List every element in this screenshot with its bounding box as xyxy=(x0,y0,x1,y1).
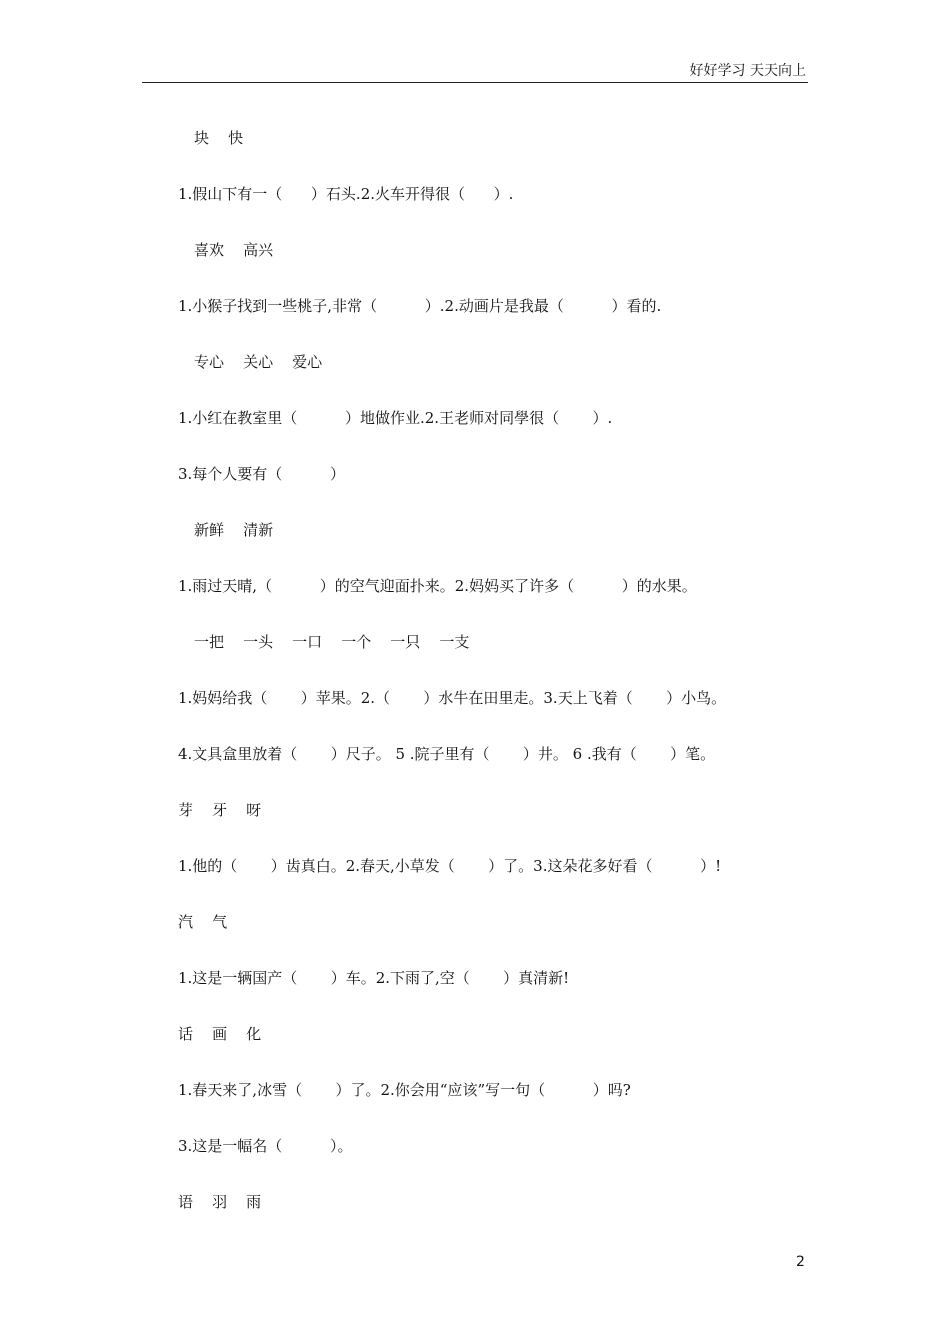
word-options: 块 快 xyxy=(194,129,244,147)
exercise-line: 1.春天来了,冰雪（ ）了。2.你会用“应该”写一句（ ）吗? xyxy=(178,1081,631,1099)
page-header xyxy=(142,56,808,83)
word-options: 一把 一头 一口 一个 一只 一支 xyxy=(194,633,470,651)
exercise-line: 1.他的（ ）齿真白。2.春天,小草发（ ）了。3.这朵花多好看（ ）! xyxy=(178,857,722,875)
exercise-line: 1.小猴子找到一些桃子,非常（ ）.2.动画片是我最（ ）看的. xyxy=(178,297,662,315)
exercise-line: 1.这是一辆国产（ ）车。2.下雨了,空（ ）真清新! xyxy=(178,969,570,987)
word-options: 语 羽 雨 xyxy=(178,1193,262,1211)
page-number: 2 xyxy=(796,1254,805,1270)
word-options: 专心 关心 爱心 xyxy=(194,353,323,371)
exercise-line: 3.这是一幅名（ ）。 xyxy=(178,1137,353,1155)
word-options: 话 画 化 xyxy=(178,1025,262,1043)
word-options: 新鲜 清新 xyxy=(194,521,274,539)
word-options: 汽 气 xyxy=(178,913,228,931)
exercise-line: 3.每个人要有（ ） xyxy=(178,465,345,483)
exercise-line: 1.雨过天晴,（ ）的空气迎面扑来。2.妈妈买了许多（ ）的水果。 xyxy=(178,577,697,595)
word-options: 喜欢 高兴 xyxy=(194,241,274,259)
header-slogan: 好好学习 天天向上 xyxy=(689,63,806,79)
exercise-line: 4.文具盒里放着（ ）尺子。 5 .院子里有（ ）井。 6 .我有（ ）笔。 xyxy=(178,745,716,763)
exercise-line: 1.小红在教室里（ ）地做作业.2.王老师对同學很（ ）. xyxy=(178,409,613,427)
word-options: 芽 牙 呀 xyxy=(178,801,262,819)
exercise-line: 1.妈妈给我（ ）苹果。2.（ ）水牛在田里走。3.天上飞着（ ）小鸟。 xyxy=(178,689,727,707)
exercise-line: 1.假山下有一（ ）石头.2.火车开得很（ ）. xyxy=(178,185,514,203)
